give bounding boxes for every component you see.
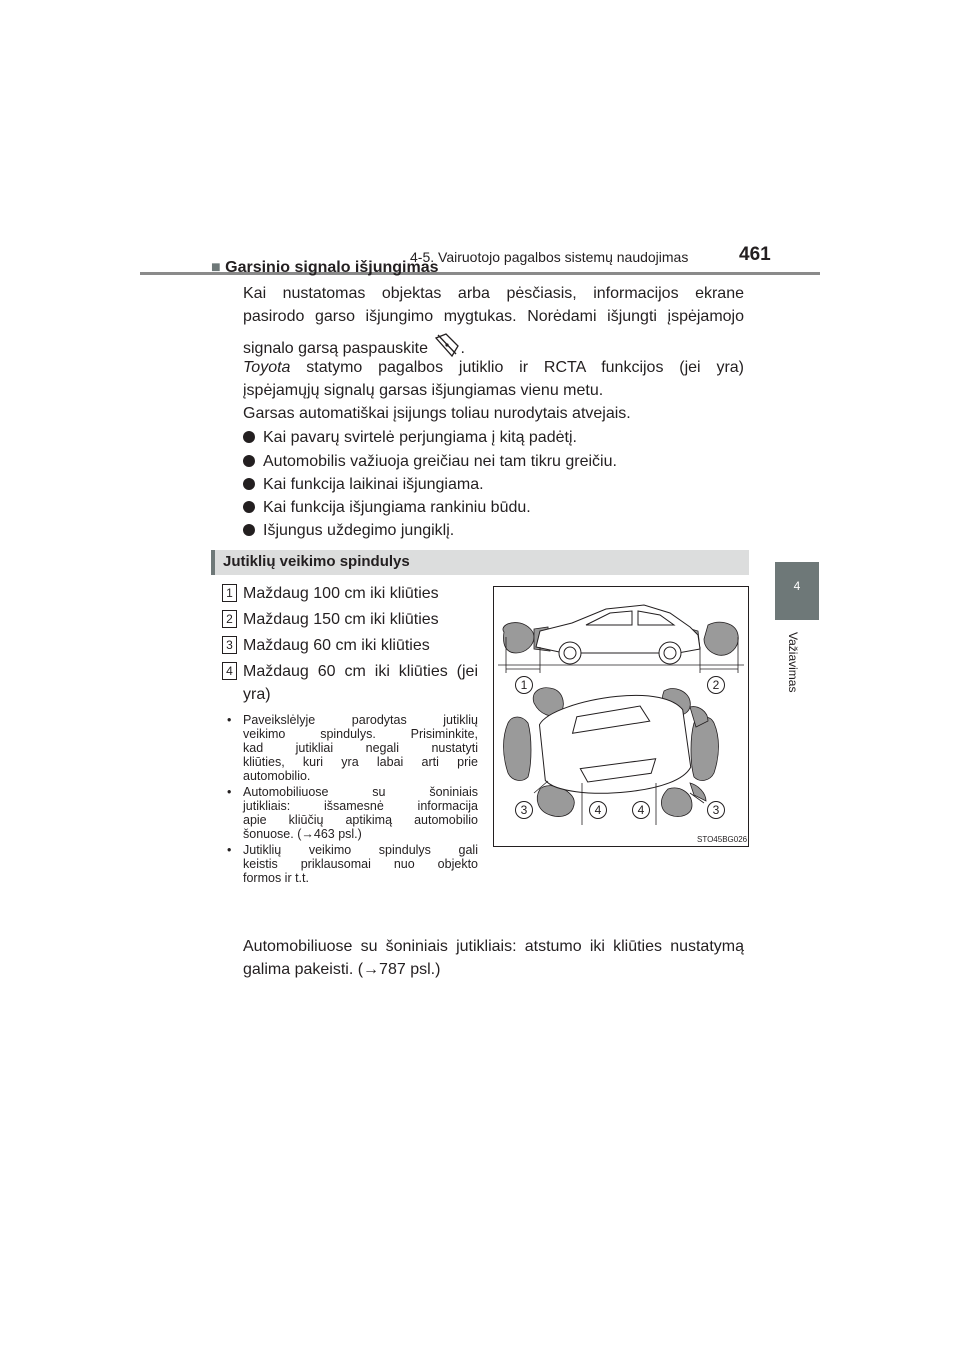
- paragraph-end: .: [460, 340, 465, 358]
- list-item: [243, 450, 617, 474]
- diagram-label: 3: [515, 801, 533, 819]
- paragraph-text: statymo pagalbos jutiklio ir RCTA funkcijos (jei yra): [306, 359, 744, 376]
- list-item: [243, 473, 484, 497]
- diagram-label: 2: [707, 676, 725, 694]
- note-bullet: •: [227, 843, 232, 857]
- list-item-text: Kai pavarų svirtelė perjungiama į kitą padėtį.: [263, 429, 577, 446]
- paragraph-line: Garsas automatiškai įsijungs toliau nurodytais atvejais.: [243, 405, 631, 422]
- bullet-icon: [243, 431, 255, 443]
- item-number-box: 2: [222, 610, 237, 628]
- diagram-label: 4: [589, 801, 607, 819]
- paragraph-line: galima pakeisti. (→787 psl.): [243, 961, 441, 978]
- paragraph-text: signalo garsą paspauskite: [243, 340, 429, 358]
- note-line: veikimo spindulys. Prisiminkite,: [243, 727, 478, 741]
- list-item-text: Kai funkcija laikinai išjungiama.: [263, 476, 484, 493]
- range-item-text: Maždaug 60 cm iki kliūties (jei: [243, 663, 478, 680]
- range-item-text: Maždaug 100 cm iki kliūties: [243, 585, 439, 602]
- item-number-box: 3: [222, 636, 237, 654]
- bullet-icon: [243, 524, 255, 536]
- heading-marker: ■: [211, 259, 221, 276]
- chapter-tab-number: 4: [793, 579, 801, 593]
- paragraph-line: Kai nustatomas objektas arba pėsčiasis, informacijos ekrane: [243, 285, 744, 302]
- note-line: jutikliais: išsamesnė informacija: [243, 799, 478, 813]
- diagram-label: 4: [632, 801, 650, 819]
- list-item: [243, 496, 531, 520]
- diagram-label: 3: [707, 801, 725, 819]
- diagram-label: 1: [515, 676, 533, 694]
- note-line: keistis priklausomai nuo objekto: [243, 857, 478, 871]
- note-bullet: •: [227, 713, 232, 727]
- page-number: 461: [739, 244, 771, 265]
- list-item-text: Automobilis važiuoja greičiau nei tam tikru greičiu.: [263, 453, 617, 470]
- bullet-icon: [243, 478, 255, 490]
- note-line: automobilio.: [243, 769, 311, 783]
- note-line: Automobiliuose su šoniniais: [243, 785, 478, 799]
- range-item-text: Maždaug 60 cm iki kliūties: [243, 637, 430, 654]
- paragraph-line: Automobiliuose su šoniniais jutikliais: atstumo iki kliūties nustatymą: [243, 938, 744, 955]
- item-number-box: 4: [222, 662, 237, 680]
- note-line: kad jutikliai negali nustatyti: [243, 741, 478, 755]
- range-item-text: yra): [243, 686, 271, 703]
- bullet-icon: [243, 501, 255, 513]
- note-line: Paveikslėlyje parodytas jutiklių: [243, 713, 478, 727]
- note-line: kliūties, kuri yra labai arti prie: [243, 755, 478, 769]
- diagram-caption: STO45BG026: [697, 835, 748, 844]
- list-item: [243, 426, 577, 450]
- note-line: Jutiklių veikimo spindulys gali: [243, 843, 478, 857]
- note-bullet: •: [227, 785, 232, 799]
- note-line: apie kliūčių aptikimą automobilio: [243, 813, 478, 827]
- brand-name: Toyota: [243, 359, 291, 376]
- chapter-title: 4-5. Vairuotojo pagalbos sistemų naudojimas: [410, 249, 689, 265]
- paragraph-line: įspėjamųjų signalų garsas išjungiamas vienu metu.: [243, 382, 604, 399]
- note-line: šonuose. (→463 psl.): [243, 827, 362, 841]
- paragraph-line: pasirodo garso išjungimo mygtukas. Norėdami išjungti įspėjamojo: [243, 308, 744, 325]
- note-line: formos ir t.t.: [243, 871, 309, 885]
- bullet-icon: [243, 455, 255, 467]
- list-item: [243, 519, 454, 543]
- range-item-text: Maždaug 150 cm iki kliūties: [243, 611, 439, 628]
- heading-text: Garsinio signalo išjungimas: [225, 259, 439, 276]
- section-title: Jutiklių veikimo spindulys: [223, 553, 410, 570]
- section-heading: [211, 256, 439, 280]
- chapter-tab-label: Važiavimas: [786, 632, 800, 693]
- paragraph-line: [243, 356, 744, 380]
- section-title-accent: [211, 550, 215, 575]
- list-item-text: Išjungus uždegimo jungiklį.: [263, 522, 455, 539]
- list-item-text: Kai funkcija išjungiama rankiniu būdu.: [263, 499, 531, 516]
- item-number-box: 1: [222, 584, 237, 602]
